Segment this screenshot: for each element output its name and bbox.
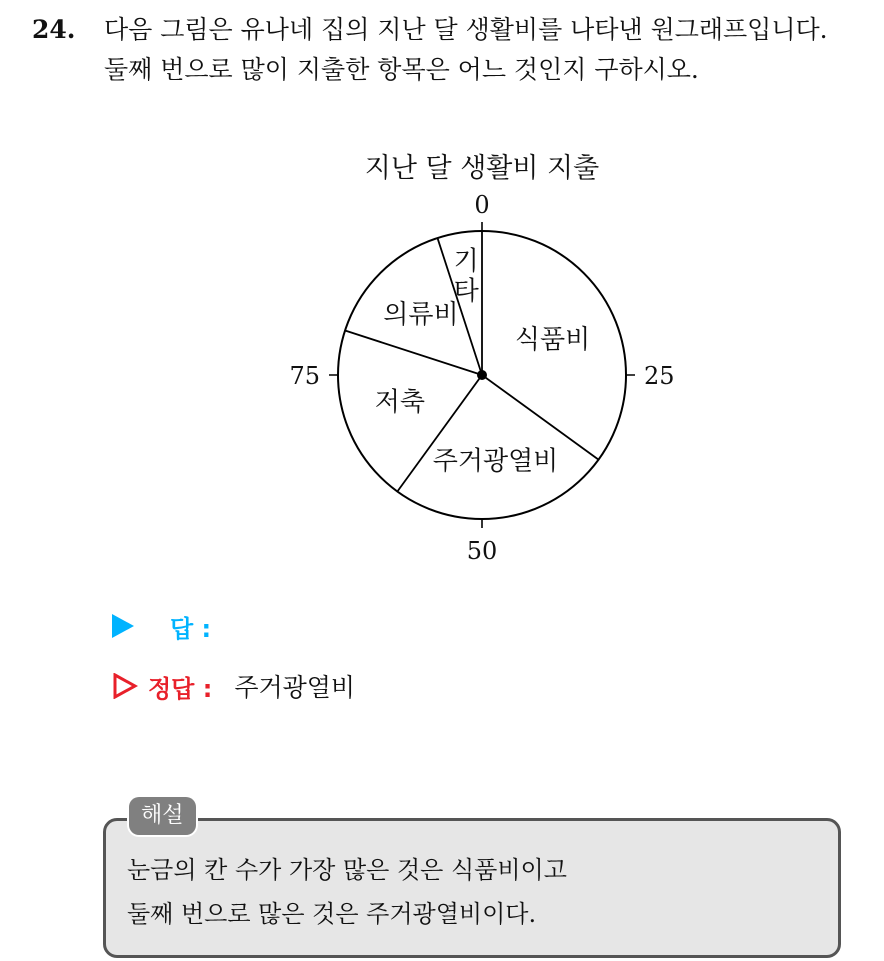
outline-triangle-icon — [112, 673, 138, 699]
pie-center-dot — [477, 370, 487, 380]
answer-blank-label: 답 : — [170, 614, 212, 643]
explanation-tag: 해설 — [129, 797, 196, 835]
answer-blank-row — [112, 606, 211, 646]
slice-label: 주거광열비 — [432, 446, 559, 477]
scale-label: 75 — [289, 362, 320, 390]
scale-label: 0 — [474, 191, 490, 219]
scale-label: 50 — [466, 537, 498, 565]
slice-label: 저축 — [374, 387, 425, 418]
explanation-line-1: 눈금의 칸 수가 가장 많은 것은 식품비이고 — [127, 856, 567, 884]
slice-label: 타 — [453, 276, 479, 307]
answer-correct-label: 정답 : — [148, 674, 213, 703]
explanation-line-2: 둘째 번으로 많은 것은 주거광열비이다. — [127, 900, 537, 928]
slice-label: 식품비 — [514, 325, 591, 356]
slice-label: 기 — [453, 246, 479, 277]
chart-title: 지난 달 생활비 지출 — [364, 153, 600, 184]
question-line-2: 둘째 번으로 많이 지출한 항목은 어느 것인지 구하시오. — [104, 55, 699, 84]
answer-correct-value: 주거광열비 — [234, 673, 356, 702]
explanation-text — [127, 848, 827, 936]
question-number: 24. — [32, 15, 76, 44]
answer-correct-row — [112, 666, 355, 706]
play-triangle-icon — [112, 614, 134, 638]
question-line-1: 다음 그림은 유나네 집의 지난 달 생활비를 나타낸 원그래프입니다. — [104, 15, 828, 44]
scale-label: 25 — [644, 362, 675, 390]
slice-label: 의류비 — [383, 299, 459, 330]
